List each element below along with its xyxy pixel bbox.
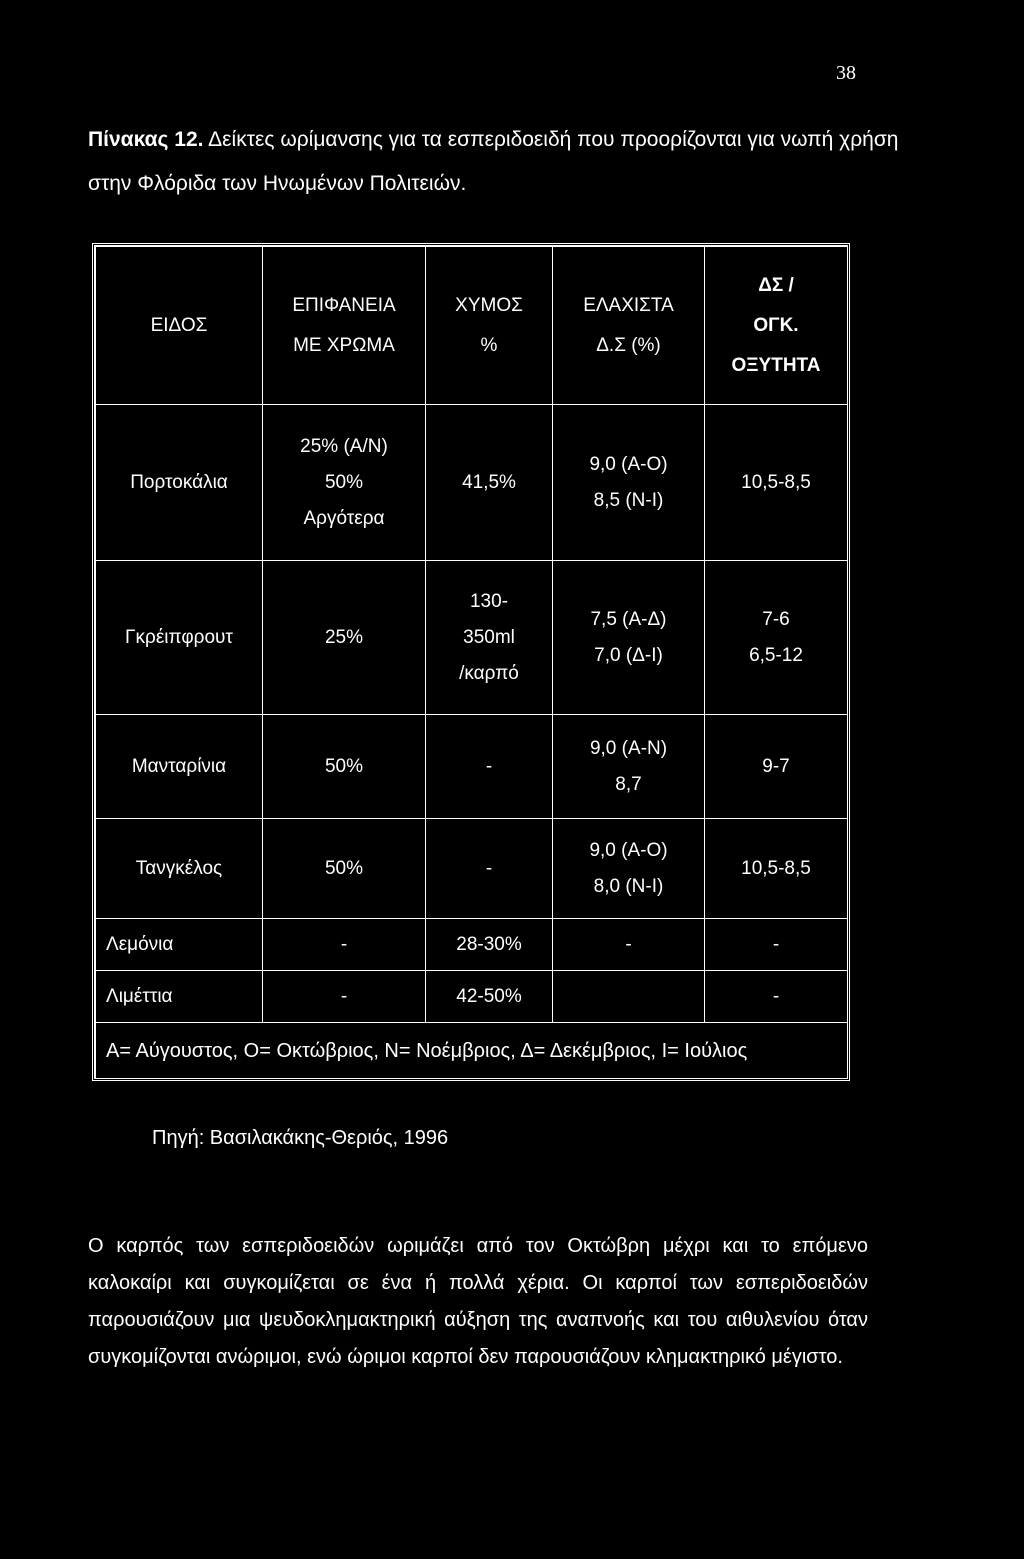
cell-ratio: 7-6 6,5-12: [705, 561, 848, 715]
cell-min-solids: 9,0 (Α-Ο) 8,5 (Ν-Ι): [553, 405, 705, 561]
cell-min-solids: -: [553, 919, 705, 971]
table-row: [96, 919, 848, 971]
cell-name: Γκρέιπφρουτ: [96, 561, 263, 715]
cell-juice: 41,5%: [426, 405, 553, 561]
caption-text: Δείκτες ωρίμανσης για τα εσπεριδοειδή που προορίζονται για νωπή χρήση στην Φλόριδα των Ηνωμένων Πολιτειών.: [88, 128, 899, 195]
table-row: [96, 819, 848, 919]
cell-name: Τανγκέλος: [96, 819, 263, 919]
cell-name: Μανταρίνια: [96, 715, 263, 819]
cell-surface: -: [263, 919, 426, 971]
cell-ratio: -: [705, 971, 848, 1023]
source-note: Πηγή: Βασιλακάκης-Θεριός, 1996: [152, 1127, 449, 1149]
cell-min-solids: 9,0 (Α-Ν) 8,7: [553, 715, 705, 819]
header-ratio: ΔΣ / ΟΓΚ. ΟΞΥΤΗΤΑ: [705, 247, 848, 405]
cell-juice: -: [426, 715, 553, 819]
cell-min-solids: [553, 971, 705, 1023]
table-caption: [88, 118, 928, 206]
table-header-row: [96, 247, 848, 405]
cell-juice: -: [426, 819, 553, 919]
table-legend-row: [96, 1023, 848, 1079]
ripening-table: [92, 243, 850, 1081]
cell-surface: 50%: [263, 819, 426, 919]
cell-min-solids: 7,5 (Α-Δ) 7,0 (Δ-Ι): [553, 561, 705, 715]
body-paragraph: Ο καρπός των εσπεριδοειδών ωριμάζει από τον Οκτώβρη μέχρι και το επόμενο καλοκαίρι και συγκομίζεται σε ένα ή πολλά χέρια. Οι καρποί των εσπεριδοειδών παρουσιάζουν μια ψευδοκλημακτηρική αύξηση της αναπνοής και του αιθυλενίου όταν συγκομίζονται ανώριμοι, ενώ ώριμοι καρποί δεν παρουσιάζουν κλημακτηρικό μέγιστο.: [88, 1235, 868, 1368]
cell-juice: 42-50%: [426, 971, 553, 1023]
table-row: [96, 405, 848, 561]
cell-surface: -: [263, 971, 426, 1023]
cell-ratio: -: [705, 919, 848, 971]
table-row: [96, 715, 848, 819]
cell-ratio: 9-7: [705, 715, 848, 819]
table-legend: Α= Αύγουστος, Ο= Οκτώβριος, Ν= Νοέμβριος, Δ= Δεκέμβριος, Ι= Ιούλιος: [96, 1023, 848, 1079]
cell-juice: 28-30%: [426, 919, 553, 971]
caption-label: Πίνακας 12.: [88, 128, 204, 151]
table-row: [96, 971, 848, 1023]
cell-juice: 130- 350ml /καρπό: [426, 561, 553, 715]
header-juice: ΧΥΜΟΣ %: [426, 247, 553, 405]
cell-name: Λεμόνια: [96, 919, 263, 971]
header-surface: ΕΠΙΦΑΝΕΙΑ ΜΕ ΧΡΩΜΑ: [263, 247, 426, 405]
cell-surface: 25% (Α/Ν) 50% Αργότερα: [263, 405, 426, 561]
cell-name: Πορτοκάλια: [96, 405, 263, 561]
header-type: ΕΙΔΟΣ: [96, 247, 263, 405]
cell-min-solids: 9,0 (Α-Ο) 8,0 (Ν-Ι): [553, 819, 705, 919]
cell-surface: 25%: [263, 561, 426, 715]
cell-ratio: 10,5-8,5: [705, 405, 848, 561]
table-row: [96, 561, 848, 715]
header-min-solids: ΕΛΑΧΙΣΤΑ Δ.Σ (%): [553, 247, 705, 405]
cell-surface: 50%: [263, 715, 426, 819]
cell-ratio: 10,5-8,5: [705, 819, 848, 919]
page-number: 38: [836, 62, 856, 84]
cell-name: Λιμέττια: [96, 971, 263, 1023]
